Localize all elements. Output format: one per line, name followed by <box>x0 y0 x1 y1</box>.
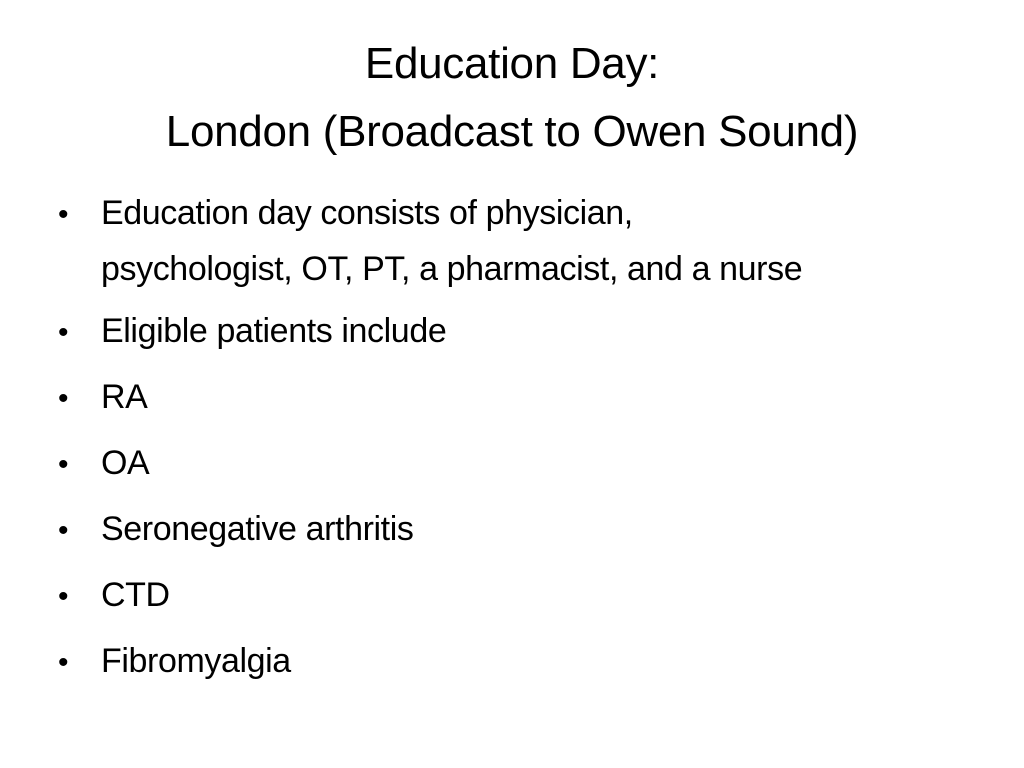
slide-title-line-1: Education Day: <box>364 39 660 88</box>
bullet-text-line: psychologist, OT, PT, a pharmacist, and a nurse <box>101 250 803 288</box>
slide-title-line-2: London (Broadcast to Owen Sound) <box>165 107 859 156</box>
bullet-text-line: Seronegative arthritis <box>101 510 414 548</box>
bullet-text <box>101 380 981 436</box>
bullet-icon: • <box>58 514 69 547</box>
bullet-text-line: RA <box>101 378 148 416</box>
bullet-icon: • <box>58 316 69 349</box>
bullet-text <box>101 314 981 370</box>
bullet-text-line: CTD <box>101 576 170 614</box>
bullet-text <box>101 446 981 502</box>
bullet-text <box>101 644 981 700</box>
bullet-text <box>101 512 981 568</box>
bullet-text <box>101 196 981 308</box>
bullet-text-line: Fibromyalgia <box>101 642 291 680</box>
bullet-icon: • <box>58 448 69 481</box>
bullet-icon: • <box>58 198 69 231</box>
bullet-text-line: Education day consists of physician, <box>101 194 633 232</box>
bullet-text-line: Eligible patients include <box>101 312 447 350</box>
bullet-icon: • <box>58 646 69 679</box>
bullet-icon: • <box>58 580 69 613</box>
bullet-text-line: OA <box>101 444 150 482</box>
bullet-icon: • <box>58 382 69 415</box>
bullet-text <box>101 578 981 634</box>
